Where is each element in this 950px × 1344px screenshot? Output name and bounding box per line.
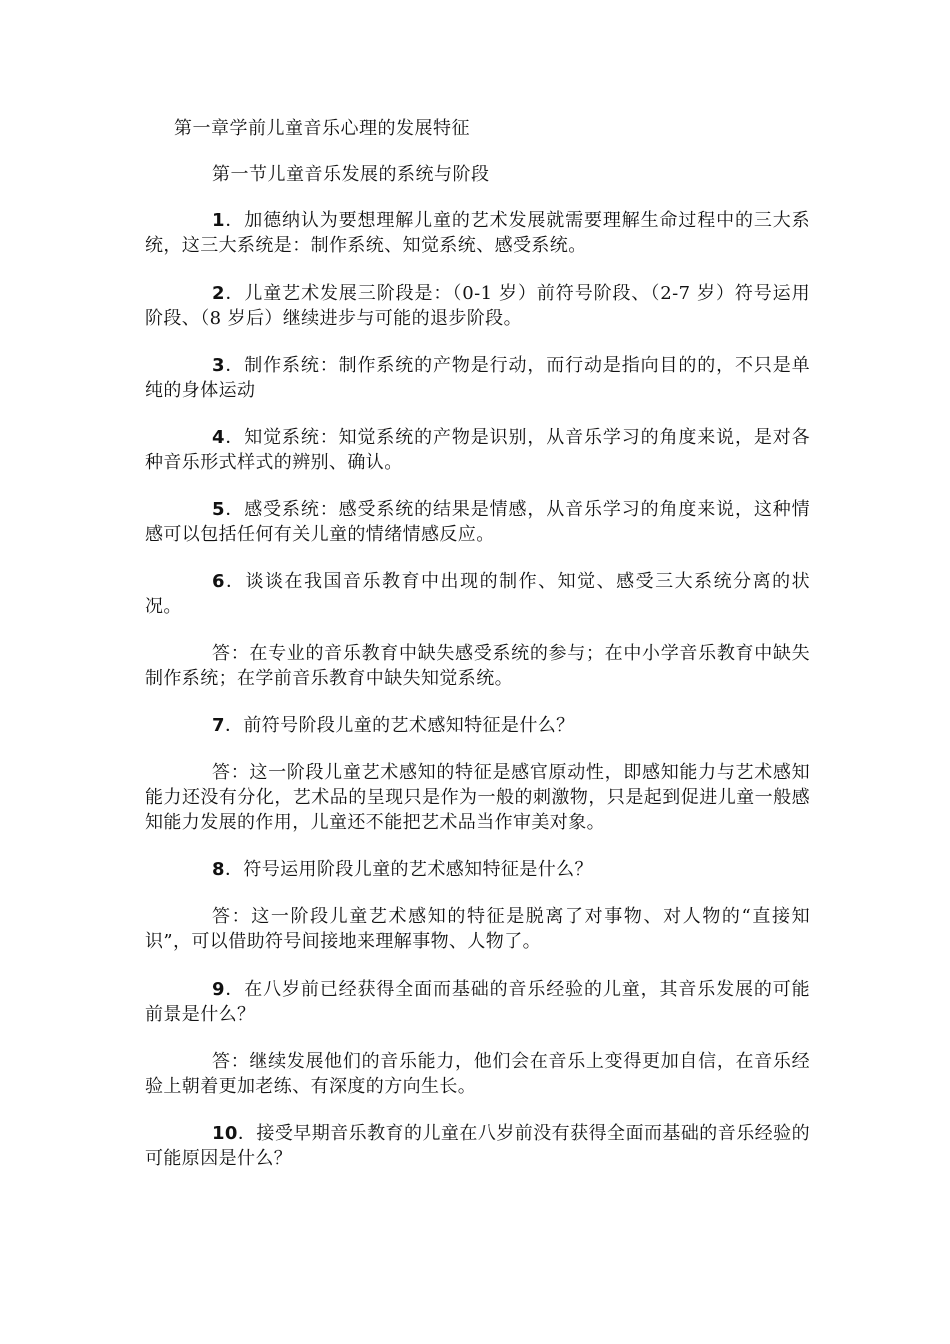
answer-7: 答：这一阶段儿童艺术感知的特征是感官原动性，即感知能力与艺术感知能力还没有分化，艺术品的呈现只是作为一般的刺激物，只是起到促进儿童一般感知能力发展的作用，儿童还不能把艺术品当作审美对象。 — [145, 762, 810, 833]
question-number: 5 — [212, 499, 225, 520]
question-number: 2 — [212, 283, 225, 304]
question-number: 10 — [212, 1123, 238, 1144]
question-number: 8 — [212, 859, 225, 880]
question-2 — [145, 281, 810, 331]
question-10 — [145, 1121, 810, 1171]
answer-9: 答：继续发展他们的音乐能力，他们会在音乐上变得更加自信，在音乐经验上朝着更加老练、有深度的方向生长。 — [145, 1051, 810, 1097]
question-text: ．制作系统：制作系统的产物是行动，而行动是指向目的的，不只是单纯的身体运动 — [145, 355, 810, 401]
question-7 — [145, 713, 810, 738]
question-text: ．符号运用阶段儿童的艺术感知特征是什么？ — [224, 859, 593, 880]
question-text: ．谈谈在我国音乐教育中出现的制作、知觉、感受三大系统分离的状况。 — [145, 571, 810, 617]
question-3 — [145, 353, 810, 403]
question-9 — [145, 977, 810, 1027]
question-text: ．接受早期音乐教育的儿童在八岁前没有获得全面而基础的音乐经验的可能原因是什么？ — [145, 1123, 810, 1169]
question-number: 6 — [212, 571, 225, 592]
question-1 — [145, 208, 810, 258]
question-number: 7 — [212, 715, 225, 736]
chapter-title: 第一章学前儿童音乐心理的发展特征 — [174, 118, 470, 139]
question-text: ．前符号阶段儿童的艺术感知特征是什么？ — [224, 715, 575, 736]
question-number: 9 — [212, 979, 225, 1000]
question-8 — [145, 857, 810, 882]
question-text: ．感受系统：感受系统的结果是情感，从音乐学习的角度来说，这种情感可以包括任何有关儿童的情绪情感反应。 — [145, 499, 810, 545]
question-4 — [145, 425, 810, 475]
question-text: ．在八岁前已经获得全面而基础的音乐经验的儿童，其音乐发展的可能前景是什么？ — [145, 979, 810, 1025]
question-5 — [145, 497, 810, 547]
question-text: ．知觉系统：知觉系统的产物是识别，从音乐学习的角度来说，是对各种音乐形式样式的辨别、确认。 — [145, 427, 810, 473]
answer-6: 答：在专业的音乐教育中缺失感受系统的参与；在中小学音乐教育中缺失制作系统；在学前音乐教育中缺失知觉系统。 — [145, 643, 810, 689]
section-title: 第一节儿童音乐发展的系统与阶段 — [212, 164, 490, 185]
question-number: 3 — [212, 355, 225, 376]
question-text: ．儿童艺术发展三阶段是：（0-1 岁）前符号阶段、（2-7 岁）符号运用阶段、（8 岁后）继续进步与可能的退步阶段。 — [145, 283, 810, 329]
question-number: 1 — [212, 210, 225, 231]
question-number: 4 — [212, 427, 225, 448]
answer-8: 答：这一阶段儿童艺术感知的特征是脱离了对事物、对人物的“直接知识”，可以借助符号间接地来理解事物、人物了。 — [145, 906, 810, 952]
question-6 — [145, 569, 810, 619]
question-text: ．加德纳认为要想理解儿童的艺术发展就需要理解生命过程中的三大系统，这三大系统是：制作系统、知觉系统、感受系统。 — [145, 210, 810, 256]
